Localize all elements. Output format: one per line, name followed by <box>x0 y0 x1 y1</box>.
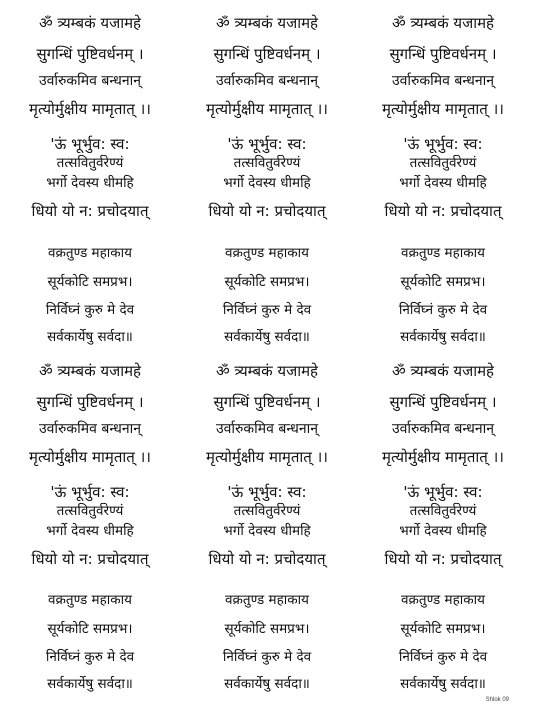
gayatri-mantra-line-3: भर्गो देवस्य धीमहि <box>46 175 134 191</box>
page-footer-label: Shlok 09 <box>485 697 509 703</box>
gayatri-mantra-line-2: तत्सवितुर्वरेण्यं <box>233 503 301 519</box>
mahamrityunjaya-mantra-line-2: सुगन्धिं पुष्टिवर्धनम् । <box>36 45 144 63</box>
ganesh-shlok-line-3: निर्विघ्नं कुरु मे देव <box>398 302 488 318</box>
ganesh-shlok-line-4: सर्वकार्येषु सर्वदा॥ <box>47 676 133 692</box>
mahamrityunjaya-mantra-line-1: ॐ त्र्यम्बकं यजामहे <box>38 362 142 380</box>
gayatri-mantra-line-3: भर्गो देवस्य धीमहि <box>399 175 487 191</box>
ganesh-shlok-line-4: सर्वकार्येषु सर्वदा॥ <box>224 676 310 692</box>
ganesh-shlok-line-2: सूर्यकोटि समप्रभ। <box>224 621 310 637</box>
gayatri-mantra-line-3: भर्गो देवस्य धीमहि <box>399 523 487 539</box>
gayatri-mantra-line-2: तत्सवितुर्वरेण्यं <box>56 155 124 171</box>
mahamrityunjaya-mantra-line-4: मृत्योर्मुक्षीय मामृतात् ।। <box>29 448 151 466</box>
mahamrityunjaya-mantra-line-2: सुगन्धिं पुष्टिवर्धनम् । <box>36 393 144 411</box>
label-column-2 <box>179 0 355 711</box>
ganesh-shlok-line-3: निर्विघ्नं कुरु मे देव <box>398 649 488 665</box>
mahamrityunjaya-mantra-line-1: ॐ त्र्यम्बकं यजामहे <box>215 362 319 380</box>
gayatri-mantra-line-2: तत्सवितुर्वरेण्यं <box>409 503 477 519</box>
ganesh-shlok-line-2: सूर्यकोटि समप्रभ। <box>400 274 486 290</box>
gayatri-mantra-line-4: धियो यो न: प्रचोदयात् <box>384 550 502 568</box>
mahamrityunjaya-mantra-line-4: मृत्योर्मुक्षीय मामृतात् ।। <box>206 448 328 466</box>
gayatri-mantra-line-4: धियो यो न: प्रचोदयात् <box>208 550 326 568</box>
mahamrityunjaya-mantra-line-2: सुगन्धिं पुष्टिवर्धनम् । <box>213 45 321 63</box>
ganesh-shlok-line-3: निर्विघ्नं कुरु मे देव <box>45 649 135 665</box>
gayatri-mantra-line-2: तत्सवितुर्वरेण्यं <box>56 503 124 519</box>
gayatri-mantra-line-1: 'ऊं भूर्भुव: स्व: <box>403 483 483 501</box>
mahamrityunjaya-mantra-line-1: ॐ त्र्यम्बकं यजामहे <box>215 14 319 32</box>
ganesh-shlok-line-1: वक्रतुण्ड महाकाय <box>225 592 309 608</box>
gayatri-mantra-line-3: भर्गो देवस्य धीमहि <box>223 523 311 539</box>
gayatri-mantra-line-4: धियो यो न: प्रचोदयात् <box>31 550 149 568</box>
mahamrityunjaya-mantra-line-3: उर्वारुकमिव बन्धनान् <box>391 73 495 89</box>
ganesh-shlok-line-1: वक्रतुण्ड महाकाय <box>48 245 132 261</box>
mahamrityunjaya-mantra-line-3: उर्वारुकमिव बन्धनान् <box>215 73 319 89</box>
ganesh-shlok-line-2: सूर्यकोटि समप्रभ। <box>400 621 486 637</box>
mahamrityunjaya-mantra-line-2: सुगन्धिं पुष्टिवर्धनम् । <box>213 393 321 411</box>
mahamrityunjaya-mantra-line-3: उर्वारुकमिव बन्धनान् <box>38 73 142 89</box>
gayatri-mantra-line-4: धियो यो न: प्रचोदयात् <box>31 202 149 220</box>
ganesh-shlok-line-3: निर्विघ्नं कुरु मे देव <box>222 302 312 318</box>
gayatri-mantra-line-1: 'ऊं भूर्भुव: स्व: <box>50 135 130 153</box>
mahamrityunjaya-mantra-line-3: उर्वारुकमिव बन्धनान् <box>215 421 319 437</box>
label-column-3 <box>355 0 531 711</box>
ganesh-shlok-line-4: सर्वकार्येषु सर्वदा॥ <box>400 329 486 345</box>
ganesh-shlok-line-3: निर्विघ्नं कुरु मे देव <box>45 302 135 318</box>
mahamrityunjaya-mantra-line-1: ॐ त्र्यम्बकं यजामहे <box>391 14 495 32</box>
ganesh-shlok-line-1: वक्रतुण्ड महाकाय <box>401 245 485 261</box>
ganesh-shlok-line-2: सूर्यकोटि समप्रभ। <box>224 274 310 290</box>
mahamrityunjaya-mantra-line-1: ॐ त्र्यम्बकं यजामहे <box>391 362 495 380</box>
mahamrityunjaya-mantra-line-3: उर्वारुकमिव बन्धनान् <box>391 421 495 437</box>
gayatri-mantra-line-3: भर्गो देवस्य धीमहि <box>46 523 134 539</box>
gayatri-mantra-line-1: 'ऊं भूर्भुव: स्व: <box>50 483 130 501</box>
gayatri-mantra-line-2: तत्सवितुर्वरेण्यं <box>233 155 301 171</box>
ganesh-shlok-line-1: वक्रतुण्ड महाकाय <box>225 245 309 261</box>
mahamrityunjaya-mantra-line-4: मृत्योर्मुक्षीय मामृतात् ।। <box>382 100 504 118</box>
ganesh-shlok-line-3: निर्विघ्नं कुरु मे देव <box>222 649 312 665</box>
gayatri-mantra-line-3: भर्गो देवस्य धीमहि <box>223 175 311 191</box>
ganesh-shlok-line-4: सर्वकार्येषु सर्वदा॥ <box>400 676 486 692</box>
gayatri-mantra-line-2: तत्सवितुर्वरेण्यं <box>409 155 477 171</box>
gayatri-mantra-line-4: धियो यो न: प्रचोदयात् <box>384 202 502 220</box>
mahamrityunjaya-mantra-line-2: सुगन्धिं पुष्टिवर्धनम् । <box>389 45 497 63</box>
ganesh-shlok-line-1: वक्रतुण्ड महाकाय <box>401 592 485 608</box>
label-column-1 <box>2 0 178 711</box>
ganesh-shlok-line-4: सर्वकार्येषु सर्वदा॥ <box>47 329 133 345</box>
ganesh-shlok-line-1: वक्रतुण्ड महाकाय <box>48 592 132 608</box>
ganesh-shlok-line-4: सर्वकार्येषु सर्वदा॥ <box>224 329 310 345</box>
mahamrityunjaya-mantra-line-2: सुगन्धिं पुष्टिवर्धनम् । <box>389 393 497 411</box>
ganesh-shlok-line-2: सूर्यकोटि समप्रभ। <box>47 621 133 637</box>
mahamrityunjaya-mantra-line-4: मृत्योर्मुक्षीय मामृतात् ।। <box>206 100 328 118</box>
mahamrityunjaya-mantra-line-3: उर्वारुकमिव बन्धनान् <box>38 421 142 437</box>
mahamrityunjaya-mantra-line-1: ॐ त्र्यम्बकं यजामहे <box>38 14 142 32</box>
gayatri-mantra-line-1: 'ऊं भूर्भुव: स्व: <box>227 135 307 153</box>
gayatri-mantra-line-1: 'ऊं भूर्भुव: स्व: <box>403 135 483 153</box>
mahamrityunjaya-mantra-line-4: मृत्योर्मुक्षीय मामृतात् ।। <box>29 100 151 118</box>
mahamrityunjaya-mantra-line-4: मृत्योर्मुक्षीय मामृतात् ।। <box>382 448 504 466</box>
ganesh-shlok-line-2: सूर्यकोटि समप्रभ। <box>47 274 133 290</box>
gayatri-mantra-line-4: धियो यो न: प्रचोदयात् <box>208 202 326 220</box>
gayatri-mantra-line-1: 'ऊं भूर्भुव: स्व: <box>227 483 307 501</box>
